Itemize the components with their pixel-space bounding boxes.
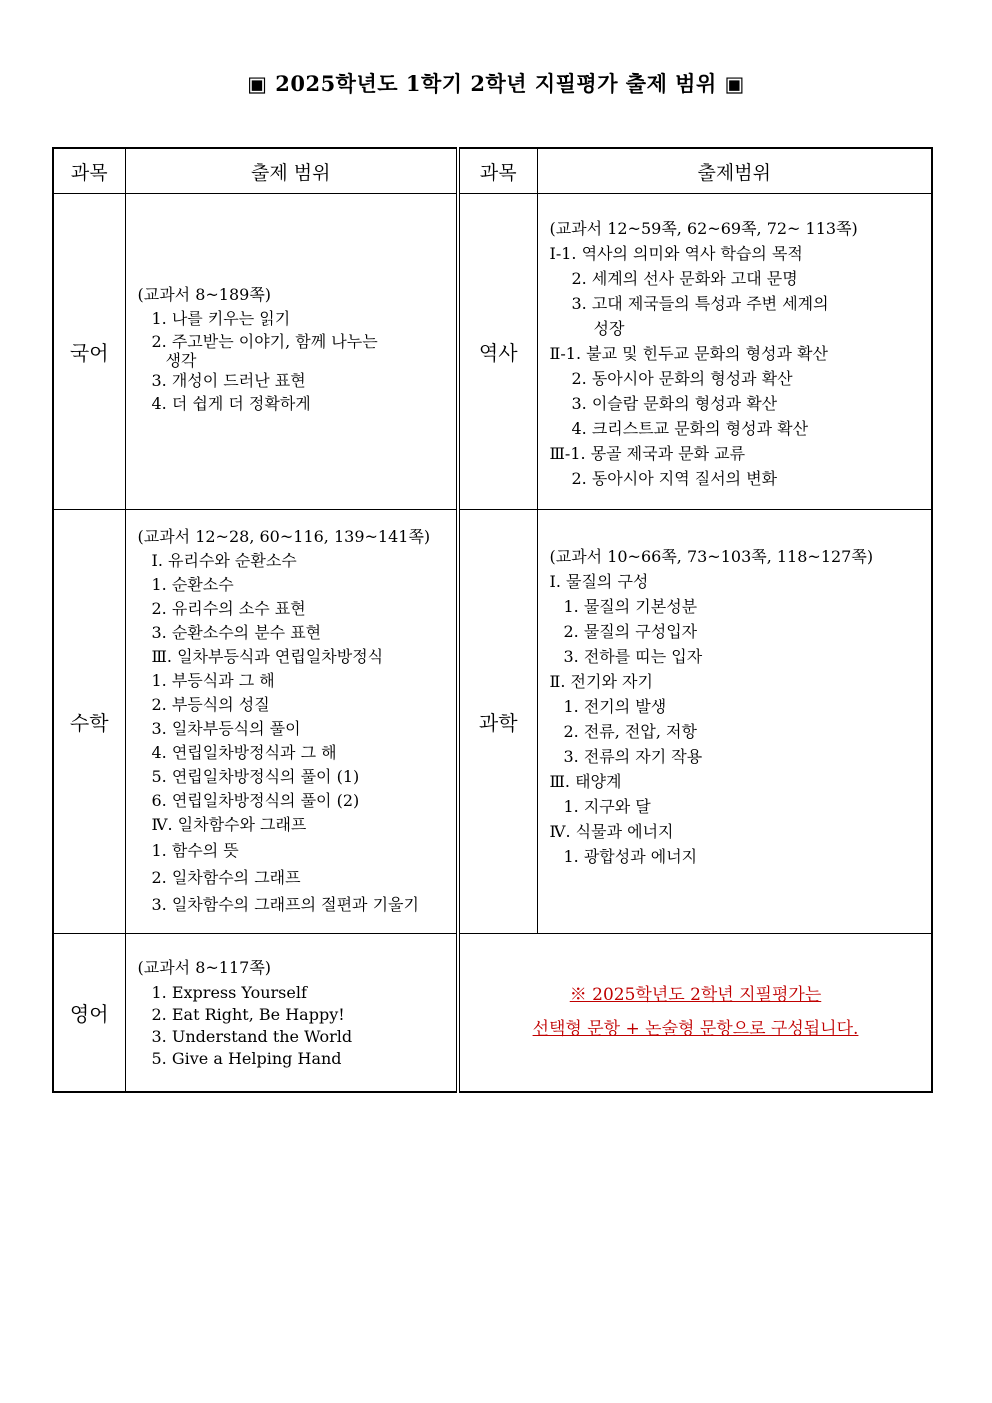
range-line: 3. 일차함수의 그래프의 절편과 기울기 [151, 895, 419, 914]
range-line: Ⅰ. 물질의 구성 [549, 572, 649, 591]
range-line: 2. 세계의 선사 문화와 고대 문명 [571, 269, 798, 288]
notice-text-2: 선택형 문항 + 논술형 문항으로 구성됩니다. [532, 1019, 859, 1040]
range-korean [125, 194, 458, 510]
table-header-row [53, 148, 932, 194]
range-line: Ⅱ. 전기와 자기 [549, 672, 653, 691]
range-line: 2. Eat Right, Be Happy! [151, 1005, 345, 1025]
range-line: 1. 함수의 뜻 [151, 841, 239, 860]
range-line: 3. 이슬람 문화의 형성과 확산 [571, 394, 778, 413]
range-math [125, 510, 458, 934]
range-line: (교과서 8~189쪽) [137, 285, 272, 304]
range-line: 4. 크리스트교 문화의 형성과 확산 [571, 419, 809, 438]
table-row [53, 510, 932, 934]
range-line: (교과서 12~28, 60~116, 139~141쪽) [137, 527, 431, 546]
range-line: 1. 지구와 달 [563, 797, 651, 816]
range-line: 3. 전하를 띠는 입자 [563, 647, 703, 666]
range-line: 4. 연립일차방정식과 그 해 [151, 743, 337, 762]
range-line: Ⅳ. 식물과 에너지 [549, 822, 674, 841]
range-line: 1. Express Yourself [151, 983, 307, 1003]
table-row [53, 194, 932, 510]
range-science [537, 510, 932, 934]
range-line: Ⅳ. 일차함수와 그래프 [151, 815, 307, 834]
range-line: 3. 전류의 자기 작용 [563, 747, 703, 766]
notice-line-2 [460, 1012, 931, 1046]
range-line: 5. 연립일차방정식의 풀이 (1) [151, 767, 360, 786]
range-line: 3. 순환소수의 분수 표현 [151, 623, 322, 642]
range-line: (교과서 10~66쪽, 73~103쪽, 118~127쪽) [549, 547, 874, 566]
range-line: 1. 광합성과 에너지 [563, 847, 698, 866]
header-subject-left: 과목 [53, 148, 125, 194]
range-line: 3. 일차부등식의 풀이 [151, 719, 301, 738]
header-range-right: 출제범위 [537, 148, 932, 194]
notice-text-1: ※ 2025학년도 2학년 지필평가는 [569, 985, 822, 1006]
range-line: 3. Understand the World [151, 1027, 353, 1047]
subject-science: 과학 [458, 510, 537, 934]
range-line: 4. 더 쉽게 더 정확하게 [151, 394, 311, 413]
range-line: 5. Give a Helping Hand [151, 1049, 342, 1069]
range-line: 6. 연립일차방정식의 풀이 (2) [151, 791, 360, 810]
exam-range-table [52, 147, 933, 1093]
subject-math: 수학 [53, 510, 125, 934]
range-line: 1. 나를 키우는 읽기 [151, 309, 291, 328]
table-row [53, 934, 932, 1092]
range-line: (교과서 8~117쪽) [137, 958, 272, 978]
range-line: 2. 동아시아 지역 질서의 변화 [571, 469, 778, 488]
header-range-left: 출제 범위 [125, 148, 458, 194]
range-line: 2. 부등식의 성질 [151, 695, 270, 714]
subject-history: 역사 [458, 194, 537, 510]
range-line: 2. 일차함수의 그래프 [151, 868, 301, 887]
range-line: (교과서 12~59쪽, 62~69쪽, 72~ 113쪽) [549, 219, 858, 238]
range-line: 2. 물질의 구성입자 [563, 622, 698, 641]
range-history [537, 194, 932, 510]
subject-korean: 국어 [53, 194, 125, 510]
range-line: 성장 [593, 319, 625, 338]
range-line: Ⅰ. 유리수와 순환소수 [151, 551, 297, 570]
range-english [125, 934, 458, 1092]
notice-line-1 [460, 978, 931, 1012]
range-line: 2. 동아시아 문화의 형성과 확산 [571, 369, 793, 388]
range-line: 2. 유리수의 소수 표현 [151, 599, 306, 618]
range-line: Ⅱ-1. 불교 및 힌두교 문화의 형성과 확산 [549, 344, 828, 363]
range-line: Ⅲ-1. 몽골 제국과 문화 교류 [549, 444, 746, 463]
range-line: 생각 [165, 351, 197, 370]
range-line: Ⅲ. 일차부등식과 연립일차방정식 [151, 647, 384, 666]
range-line: 3. 고대 제국들의 특성과 주변 세계의 [571, 294, 829, 313]
range-line: Ⅲ. 태양계 [549, 772, 622, 791]
range-line: 2. 전류, 전압, 저항 [563, 722, 697, 741]
range-line: 1. 부등식과 그 해 [151, 671, 275, 690]
range-line: 1. 물질의 기본성분 [563, 597, 698, 616]
header-subject-right: 과목 [458, 148, 537, 194]
range-line: 3. 개성이 드러난 표현 [151, 371, 306, 390]
range-line: 1. 전기의 발생 [563, 697, 667, 716]
page-title: ▣ 2025학년도 1학기 2학년 지필평가 출제 범위 ▣ [247, 71, 745, 96]
exam-format-notice [458, 934, 932, 1092]
subject-english: 영어 [53, 934, 125, 1092]
range-line: Ⅰ-1. 역사의 의미와 역사 학습의 목적 [549, 244, 803, 263]
range-line: 2. 주고받는 이야기, 함께 나누는 [151, 332, 378, 351]
range-line: 1. 순환소수 [151, 575, 234, 594]
